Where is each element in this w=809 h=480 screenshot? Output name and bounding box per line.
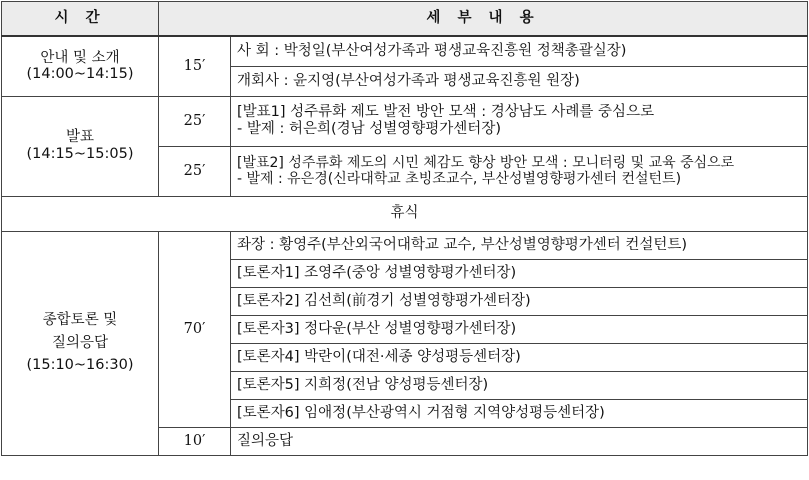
panel-moderator: 좌장 : 황영주(부산외국어대학교 교수, 부산성별영향평가센터 컨설턴트) [231,231,808,259]
panelist-2: [토론자2] 김선희(前경기 성별영향평가센터장) [231,287,808,315]
intro-title: 안내 및 소개 [40,49,120,66]
intro-minutes: 15′ [159,36,231,96]
break-row [2,196,808,231]
panelist-3: [토론자3] 정다운(부산 성별영향평가센터장) [231,315,808,343]
panel-row-1 [2,231,808,259]
panel-minutes: 70′ [159,231,231,427]
presentation-2-topic: [발표2] 성주류화 제도의 시민 체감도 향상 방안 모색 : 모니터링 및 교육 중심으로 [237,154,735,171]
presentation-title: 발표 [65,129,94,146]
panelist-6: [토론자6] 임애정(부산광역시 거점형 지역양성평등센터장) [231,399,808,427]
intro-time-cell [2,36,159,96]
break-label: 휴식 [2,196,808,231]
header-row [2,2,808,37]
presentation-time-cell [2,96,159,196]
presentation-2-detail [231,146,808,196]
schedule-table [1,1,808,456]
presentation-1-presenter: - 발제 : 허은희(경남 성별영향평가센터장) [237,121,501,137]
panel-title-line2: 질의응답 [51,334,109,351]
panel-time-cell [2,231,159,455]
intro-opening: 개회사 : 윤지영(부산여성가족과 평생교육진흥원 원장) [231,66,808,96]
presentation-2-presenter: - 발제 : 유은경(신라대학교 초빙조교수, 부산성별영향평가센터 컨설턴트) [237,171,682,187]
panel-time: (15:10~16:30) [26,357,134,374]
qa-label: 질의응답 [231,427,808,455]
presentation-row-1 [2,96,808,146]
presentation-2-minutes: 25′ [159,146,231,196]
panelist-5: [토론자5] 지희정(전남 양성평등센터장) [231,371,808,399]
presentation-1-detail [231,96,808,146]
intro-row-1 [2,36,808,66]
intro-host: 사 회 : 박청일(부산여성가족과 평생교육진흥원 정책총괄실장) [231,36,808,66]
panel-title-line1: 종합토론 및 [42,311,118,328]
panelist-4: [토론자4] 박란이(대전·세종 양성평등센터장) [231,343,808,371]
presentation-1-topic: [발표1] 성주류화 제도 발전 방안 모색 : 경상남도 사례를 중심으로 [237,104,655,121]
qa-minutes: 10′ [159,427,231,455]
presentation-1-minutes: 25′ [159,96,231,146]
presentation-time: (14:15~15:05) [26,146,134,162]
panelist-1: [토론자1] 조영주(중앙 성별영향평가센터장) [231,259,808,287]
intro-time: (14:00~14:15) [26,66,134,83]
time-column-header: 시 간 [2,2,159,37]
detail-column-header: 세 부 내 용 [159,2,808,37]
